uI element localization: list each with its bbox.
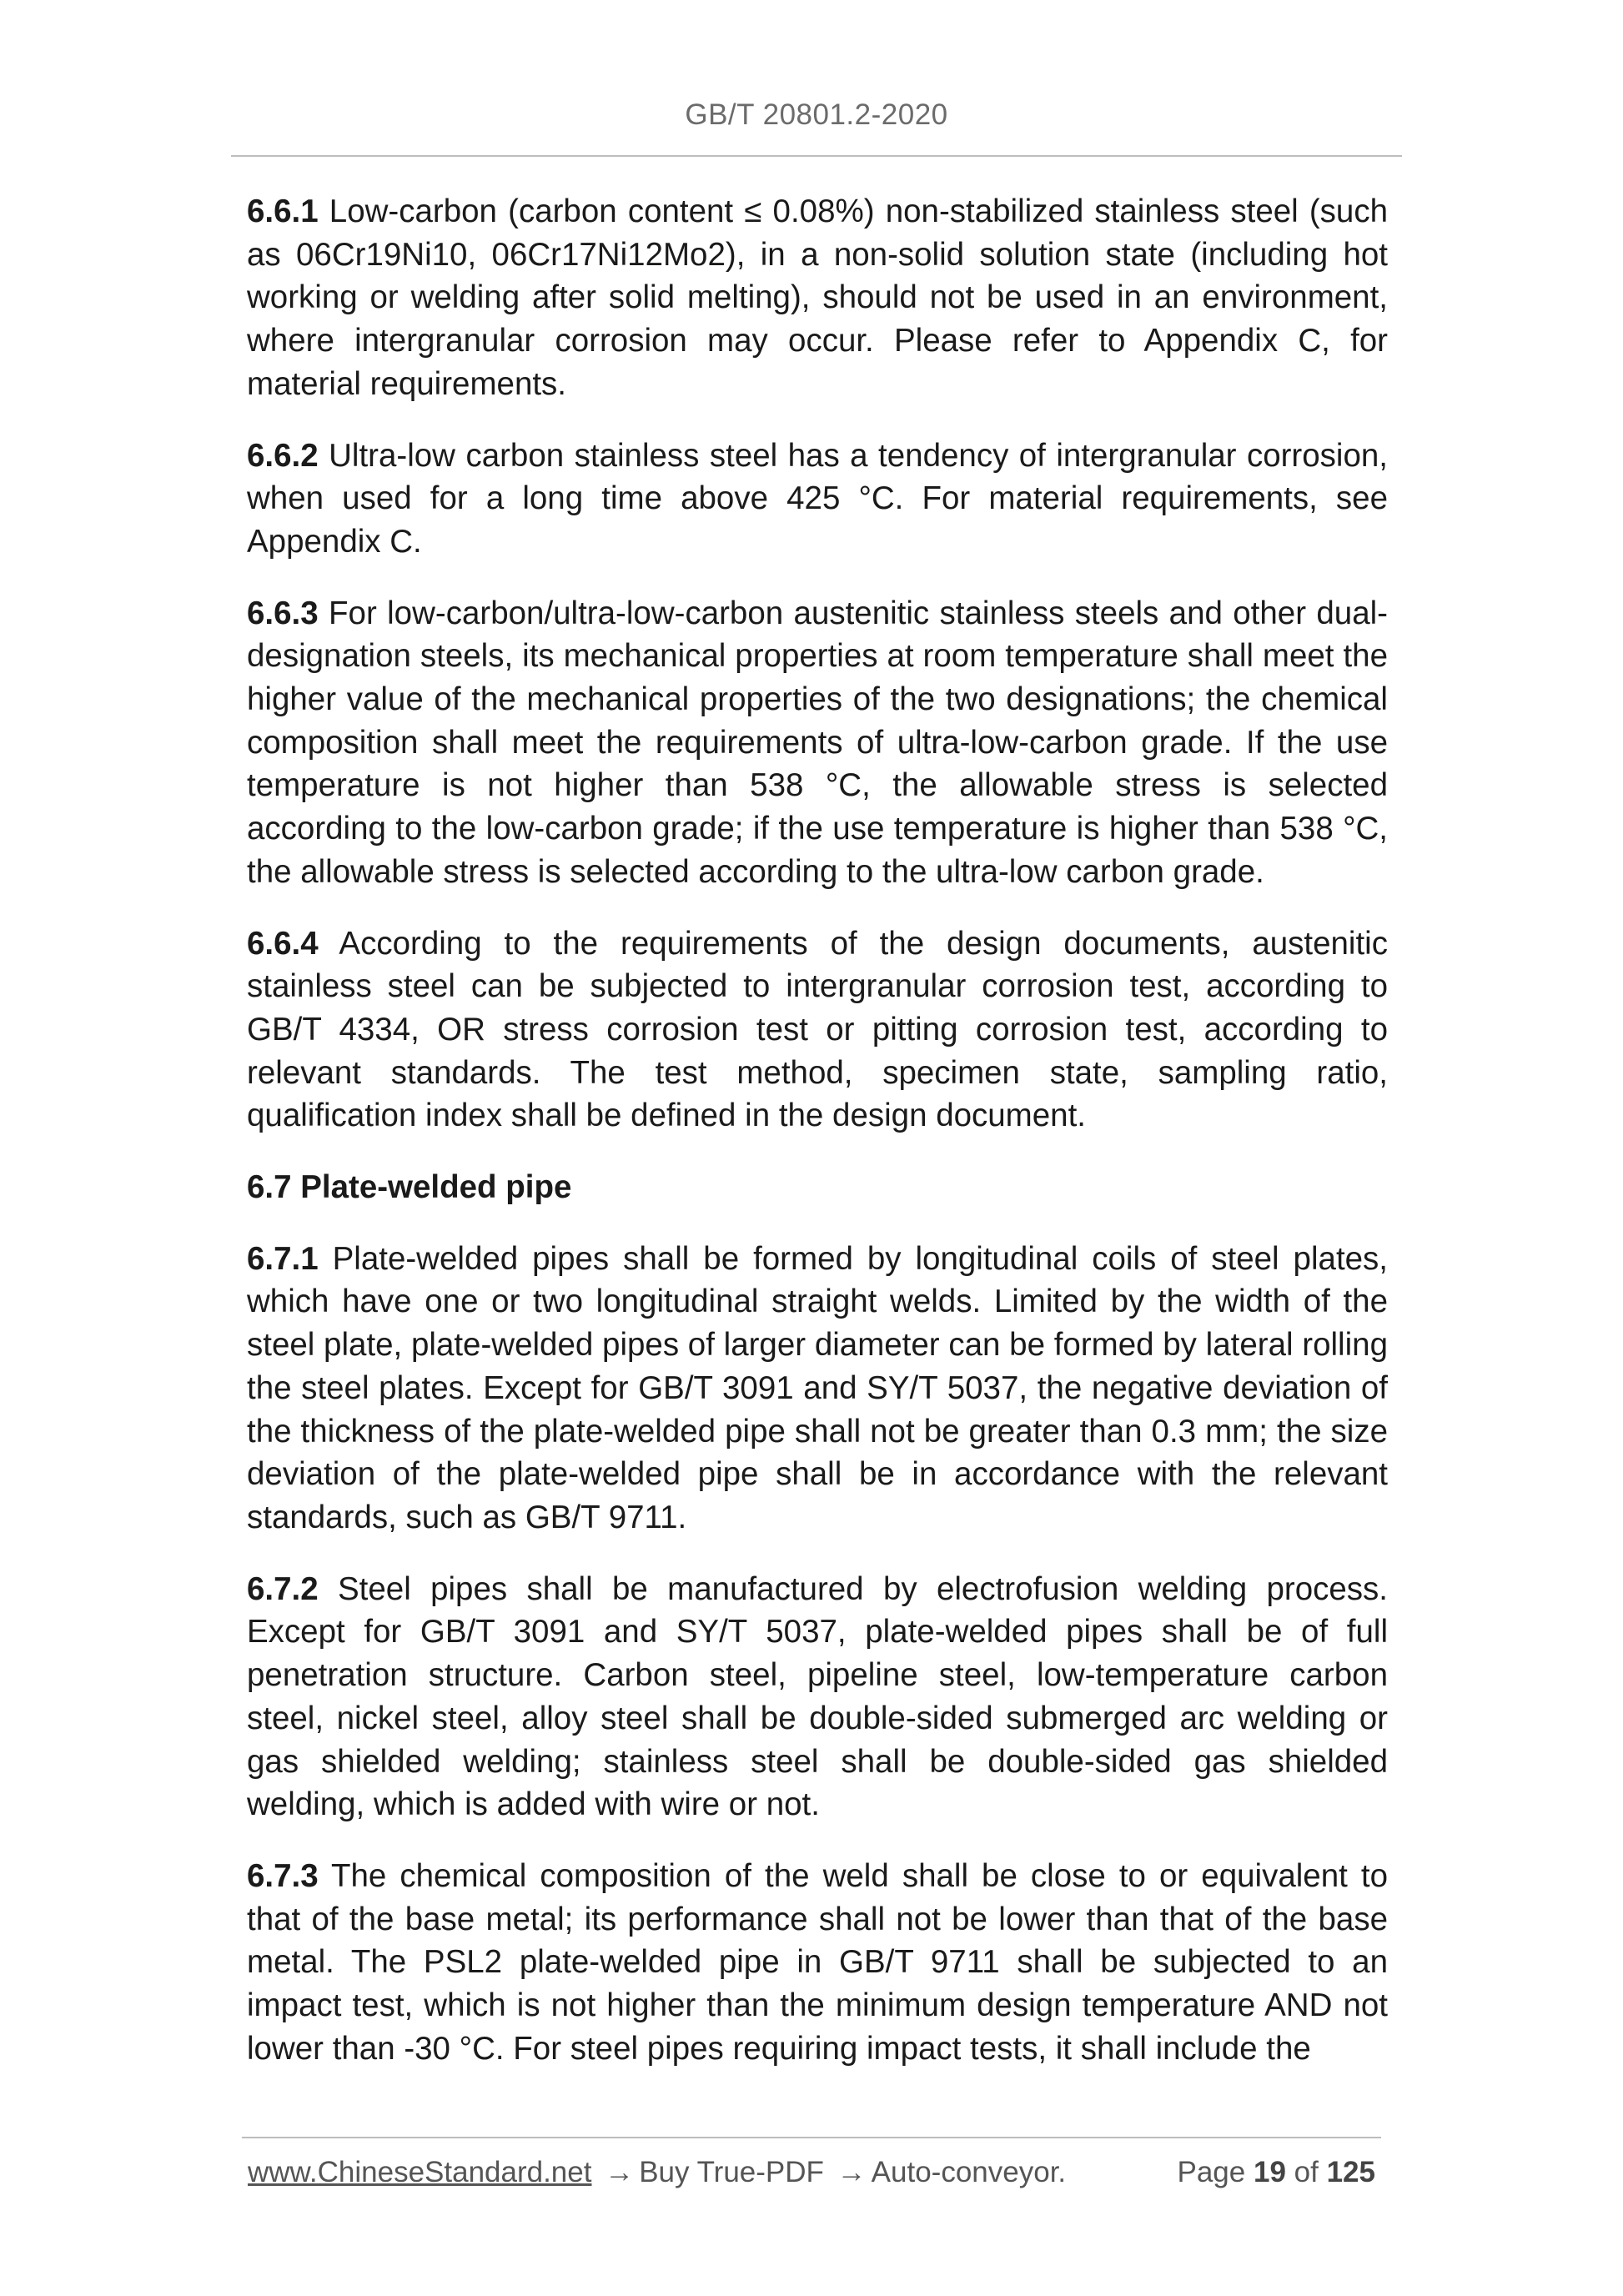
auto-conveyor-text: Auto-conveyor. — [871, 2156, 1067, 2188]
page-footer — [248, 2156, 1382, 2189]
clause-number: 6.7.1 — [247, 1240, 319, 1277]
clause-6-6-4 — [247, 922, 1388, 1138]
clause-6-6-2 — [247, 435, 1388, 564]
arrow-right-icon: → — [837, 2156, 867, 2188]
clause-text: Low-carbon (carbon content ≤ 0.08%) non-stabilized stainless steel (such as 06Cr19Ni10, 06Cr17Ni12Mo2), in a non-solid solution state (including hot working or welding after solid melting), should not be used in an environment, where intergranular corrosion may occur. Please refer to Appendix C, for material requirements. — [247, 193, 1388, 402]
clause-number: 6.6.1 — [247, 193, 319, 229]
clause-text: Plate-welded pipes shall be formed by longitudinal coils of steel plates, which have one or two longitudinal straight welds. Limited by the width of the steel plate, plate-welded pipes of larger diameter can be formed by lateral rolling the steel plates. Except for GB/T 3091 and SY/T 5037, the negative deviation of the thickness of the plate-welded pipe shall not be greater than 0.3 mm; the size deviation of the plate-welded pipe shall be in accordance with the relevant standards, such as GB/T 9711. — [247, 1240, 1388, 1535]
of-label: of — [1294, 2156, 1319, 2188]
clause-number: 6.7.2 — [247, 1570, 319, 1607]
page-indicator — [1178, 2156, 1376, 2189]
page-label: Page — [1177, 2156, 1246, 2188]
clause-6-7-3 — [247, 1855, 1388, 2071]
clause-text: For low-carbon/ultra-low-carbon austenitic stainless steels and other dual-designation steels, its mechanical properties at room temperature shall meet the higher value of the mechanical properties of the two designations; the chemical composition shall meet the requirements of ultra-low-carbon grade. If the use temperature is not higher than 538 °C, the allowable stress is selected according to the low-carbon grade; if the use temperature is higher than 538 °C, the allowable stress is selected according to the ultra-low carbon grade. — [247, 595, 1388, 890]
section-heading-6-7: 6.7 Plate-welded pipe — [247, 1169, 572, 1206]
clause-number: 6.7.3 — [247, 1857, 319, 1894]
clause-6-6-1 — [247, 190, 1388, 406]
clause-text: According to the requirements of the design documents, austenitic stainless steel can be subjected to intergranular corrosion test, according to GB/T 4334, OR stress corrosion test or pitting corrosion test, according to relevant standards. The test method, specimen state, sampling ratio, qualification index shall be defined in the design document. — [247, 925, 1388, 1134]
website-link[interactable]: www.ChineseStandard.net — [248, 2156, 592, 2188]
buy-pdf-text: Buy True-PDF — [639, 2156, 824, 2188]
total-pages: 125 — [1326, 2156, 1375, 2188]
clause-text: The chemical composition of the weld shall be close to or equivalent to that of the base metal; its performance shall not be lower than that of the base metal. The PSL2 plate-welded pipe in GB/T 9711 shall be subjected to an impact test, which is not higher than the minimum design temperature AND not lower than -30 °C. For steel pipes requiring impact tests, it shall include the — [247, 1857, 1388, 2067]
header-divider — [231, 155, 1402, 157]
clause-number: 6.6.4 — [247, 925, 319, 962]
arrow-right-icon: → — [605, 2156, 635, 2188]
document-id: GB/T 20801.2-2020 — [685, 98, 948, 131]
clause-6-6-3 — [247, 592, 1388, 894]
clause-6-7-2 — [247, 1568, 1388, 1826]
page-header — [231, 98, 1402, 132]
page-content — [247, 190, 1388, 2098]
clause-number: 6.6.2 — [247, 437, 319, 474]
page-number: 19 — [1253, 2156, 1286, 2188]
clause-6-7-1 — [247, 1238, 1388, 1540]
clause-text: Ultra-low carbon stainless steel has a tendency of intergranular corrosion, when used for a long time above 425 °C. For material requirements, see Appendix C. — [247, 437, 1388, 560]
footer-divider — [242, 2137, 1381, 2138]
clause-number: 6.6.3 — [247, 595, 319, 631]
clause-text: Steel pipes shall be manufactured by electrofusion welding process. Except for GB/T 3091 and SY/T 5037, plate-welded pipes shall be of full penetration structure. Carbon steel, pipeline steel, low-temperature carbon steel, nickel steel, alloy steel shall be double-sided submerged arc welding or gas shielded welding; stainless steel shall be double-sided gas shielded welding, which is added with wire or not. — [247, 1570, 1388, 1823]
